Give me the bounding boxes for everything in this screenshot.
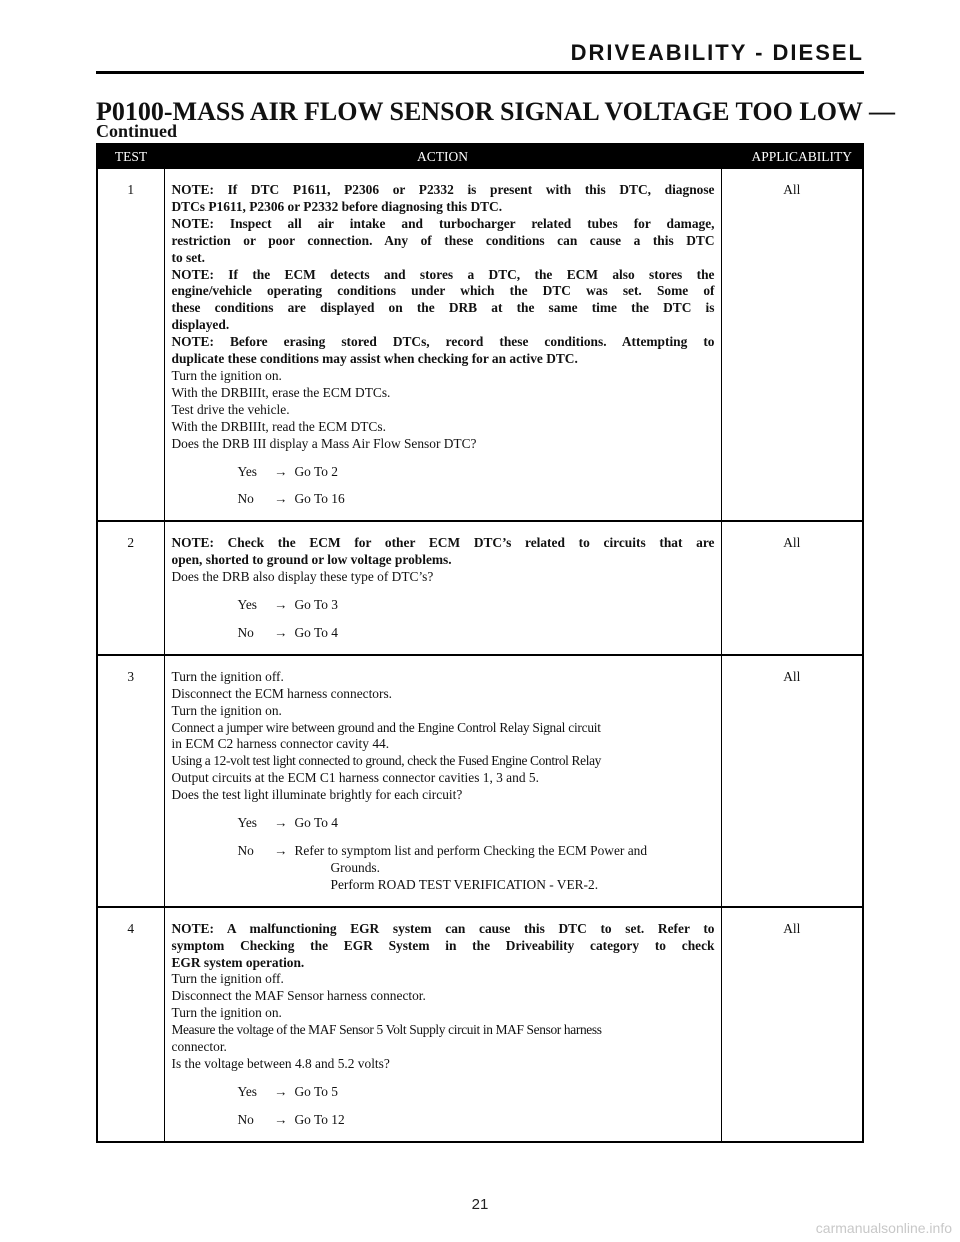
result-answer: No [237,624,254,640]
action-line: Turn the ignition on. [171,1005,282,1021]
action-line: Does the test light illuminate brightly for each circuit? [171,787,463,803]
action-line: NOTE: Before erasing stored DTCs, record these conditions. Attempting to [171,334,715,350]
action-line: Turn the ignition on. [171,702,282,718]
applicability-cell: All [783,920,801,936]
action-line: displayed. [171,317,230,333]
watermark: carmanualsonline.info [815,1220,952,1236]
result-destination: Go To 12 [294,1111,345,1127]
result-destination-line: Perform ROAD TEST VERIFICATION - VER-2. [330,876,599,892]
test-number: 3 [97,655,164,907]
result-answer: No [237,491,254,507]
test-number: 2 [97,521,164,655]
action-line: Disconnect the ECM harness connectors. [171,685,393,701]
result-answer: Yes [237,1083,257,1099]
table-row [97,521,863,655]
action-line: With the DRBIIIt, erase the ECM DTCs. [171,384,391,400]
result-answer: Yes [237,597,257,613]
action-line: NOTE: Check the ECM for other ECM DTC’s related to circuits that are [171,535,715,551]
result-no [172,491,715,508]
arrow-right-icon: → [274,597,288,613]
action-line: Turn the ignition on. [171,367,282,383]
result-yes [172,1084,715,1101]
action-line: in ECM C2 harness connector cavity 44. [171,736,390,752]
action-line: Connect a jumper wire between ground and the Engine Control Relay Signal circuit [171,719,601,735]
result-yes [172,815,715,832]
applicability-cell: All [721,655,863,907]
result-destination: Go To 5 [294,1083,338,1099]
action-line: restriction or poor connection. Any of these conditions can cause a this DTC [171,232,715,248]
action-line: open, shorted to ground or low voltage problems. [171,552,452,568]
section-header: DRIVEABILITY - DIESEL [570,40,864,65]
page-number: 21 [471,1196,489,1213]
action-line: DTCs P1611, P2306 or P2332 before diagnosing this DTC. [171,198,503,214]
arrow-right-icon: → [274,1111,288,1127]
action-cell [164,521,721,655]
table-row [97,655,863,907]
action-line: Does the DRB also display these type of DTC’s? [171,569,434,585]
applicability-cell: All [721,169,863,521]
table-header-row [97,144,863,169]
result-destination [295,843,715,894]
result-no [172,1112,715,1129]
action-line: Disconnect the MAF Sensor harness connector. [171,988,426,1004]
applicability-cell: All [721,521,863,655]
action-line: NOTE: If DTC P1611, P2306 or P2332 is present with this DTC, diagnose [171,182,715,197]
arrow-right-icon: → [274,491,288,507]
arrow-right-icon: → [274,843,288,858]
action-line: EGR system operation. [171,954,305,970]
result-no [172,625,715,642]
test-number: 1 [97,169,164,521]
action-line: Using a 12-volt test light connected to ground, check the Fused Engine Control Relay [171,753,602,769]
table-row [97,907,863,1142]
action-line: Turn the ignition off. [171,971,284,987]
diagnostic-table [96,143,864,1143]
arrow-right-icon: → [274,1083,288,1099]
result-answer: No [237,843,254,858]
action-line: Does the DRB III display a Mass Air Flow Sensor DTC? [171,435,477,451]
action-line: With the DRBIIIt, read the ECM DTCs. [171,418,386,434]
result-no [172,843,715,894]
action-line: Output circuits at the ECM C1 harness connector cavities 1, 3 and 5. [171,770,539,786]
arrow-right-icon: → [274,463,288,479]
result-destination: Go To 4 [294,624,338,640]
result-destination: Go To 3 [294,597,338,613]
action-line: NOTE: A malfunctioning EGR system can cause this DTC to set. Refer to [171,920,715,936]
action-cell [164,169,721,521]
result-answer: Yes [237,463,257,479]
action-line: connector. [171,1039,227,1055]
test-number: 4 [127,920,135,936]
action-line: Turn the ignition off. [171,668,284,684]
result-destination: Go To 4 [294,815,338,831]
page-title: P0100-MASS AIR FLOW SENSOR SIGNAL VOLTAGE TOO LOW — [96,97,895,126]
action-line: these conditions are displayed on the DRB at the same time the DTC is [171,300,715,316]
result-answer: Yes [237,815,257,831]
action-line: NOTE: Inspect all air intake and turbocharger related tubes for damage, [171,215,715,231]
result-yes [172,597,715,614]
result-destination: Go To 2 [294,463,338,479]
action-cell [164,655,721,907]
table-row [97,169,863,521]
col-header-applicability: APPLICABILITY [721,144,863,169]
action-cell [164,907,721,1142]
col-header-action: ACTION [164,144,721,169]
result-destination-line: Grounds. [330,859,380,875]
action-line: symptom Checking the EGR System in the Driveability category to check [171,937,715,953]
action-line: Is the voltage between 4.8 and 5.2 volts? [171,1055,390,1071]
action-line: Measure the voltage of the MAF Sensor 5 Volt Supply circuit in MAF Sensor harness [171,1022,602,1038]
arrow-right-icon: → [274,815,288,831]
action-line: to set. [171,249,205,265]
action-line: NOTE: If the ECM detects and stores a DTC, the ECM also stores the [171,266,715,282]
result-destination-line: Refer to symptom list and perform Checking the ECM Power and [294,843,648,858]
result-yes [172,464,715,481]
action-line: duplicate these conditions may assist when checking for an active DTC. [171,351,578,367]
action-line: engine/vehicle operating conditions under which the DTC was set. Some of [171,283,715,299]
header-rule [96,71,864,74]
page-subtitle: Continued [96,121,178,141]
col-header-test: TEST [97,144,164,169]
result-answer: No [237,1111,254,1127]
arrow-right-icon: → [274,624,288,640]
action-line: Test drive the vehicle. [171,401,290,417]
result-destination: Go To 16 [294,491,345,507]
